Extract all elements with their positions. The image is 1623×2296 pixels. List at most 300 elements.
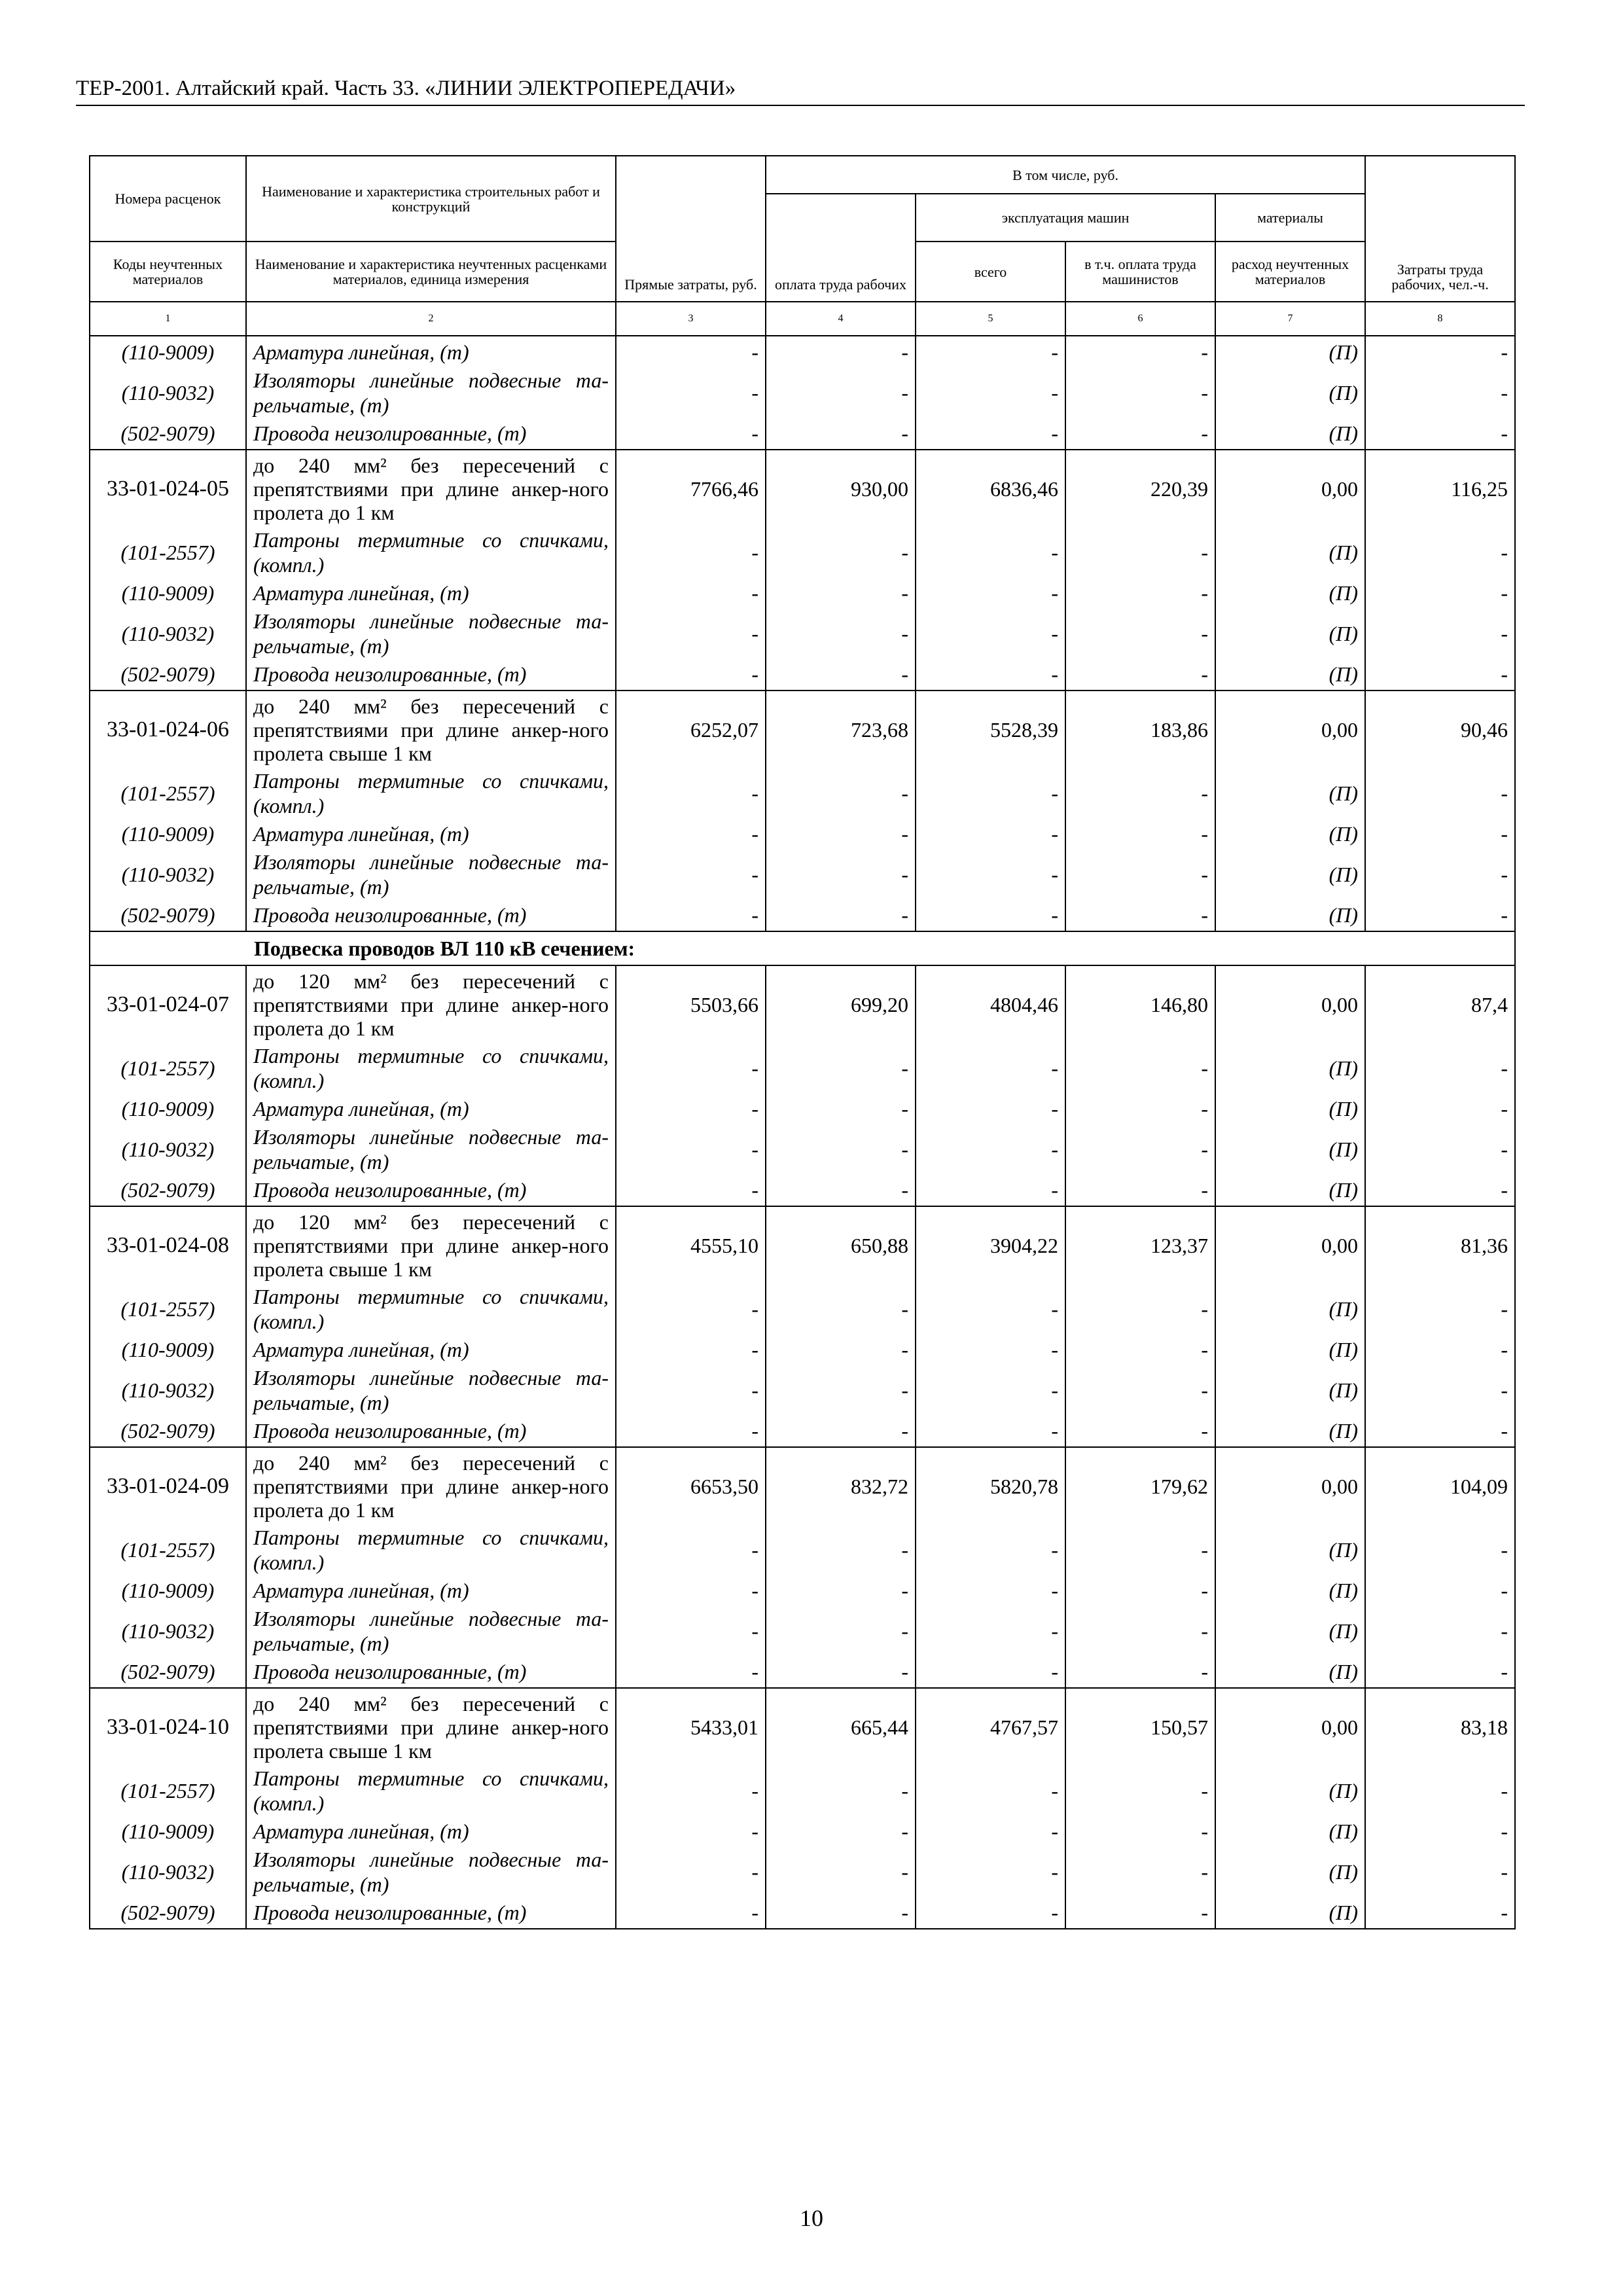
dash-cell: - <box>766 1656 916 1688</box>
rate-code: 33-01-024-06 <box>90 691 246 768</box>
dash-cell: - <box>616 1365 766 1415</box>
materials-cost: 0,00 <box>1215 450 1365 528</box>
unaccounted-mark: (П) <box>1215 1816 1365 1847</box>
materials-cost: 0,00 <box>1215 965 1365 1043</box>
dash-cell: - <box>616 1093 766 1124</box>
resource-row <box>90 418 1515 450</box>
dash-cell: - <box>616 1043 766 1093</box>
resource-name: Арматура линейная, (т) <box>246 1334 616 1365</box>
resource-code: (110-9009) <box>90 1816 246 1847</box>
resource-row <box>90 1365 1515 1415</box>
column-number: 5 <box>916 302 1065 336</box>
dash-cell: - <box>1065 899 1215 931</box>
dash-cell: - <box>616 1415 766 1447</box>
dash-cell: - <box>1065 768 1215 818</box>
dash-cell: - <box>1065 1525 1215 1575</box>
unaccounted-mark: (П) <box>1215 1847 1365 1897</box>
dash-cell: - <box>916 1897 1065 1929</box>
dash-cell: - <box>616 1575 766 1606</box>
direct-costs: 5503,66 <box>616 965 766 1043</box>
dash-cell: - <box>1065 658 1215 691</box>
dash-cell: - <box>916 1766 1065 1816</box>
resource-code: (101-2557) <box>90 1525 246 1575</box>
unaccounted-mark: (П) <box>1215 609 1365 658</box>
table-body <box>90 336 1515 1929</box>
unaccounted-mark: (П) <box>1215 368 1365 418</box>
resource-row <box>90 528 1515 577</box>
dash-cell: - <box>766 1897 916 1929</box>
dash-cell: - <box>1065 1415 1215 1447</box>
dash-cell: - <box>766 1174 916 1206</box>
rate-row <box>90 1447 1515 1525</box>
dash-cell: - <box>916 1334 1065 1365</box>
dash-cell: - <box>616 1847 766 1897</box>
resource-name: Изоляторы линейные подвесные та-рельчатые, (т) <box>246 1606 616 1656</box>
machines-total: 3904,22 <box>916 1206 1065 1284</box>
group-including-header: В том числе, руб. <box>766 156 1365 194</box>
resource-name: Арматура линейная, (т) <box>246 336 616 368</box>
resource-code: (110-9032) <box>90 609 246 658</box>
dash-cell: - <box>1365 1124 1515 1174</box>
resource-row <box>90 850 1515 899</box>
col-machines-total-header: всего <box>916 242 1065 302</box>
resource-name: Изоляторы линейные подвесные та-рельчатые, (т) <box>246 368 616 418</box>
resource-row <box>90 658 1515 691</box>
resource-code: (110-9032) <box>90 368 246 418</box>
resource-row <box>90 368 1515 418</box>
dash-cell: - <box>616 528 766 577</box>
dash-cell: - <box>1365 609 1515 658</box>
dash-cell: - <box>1365 1365 1515 1415</box>
resource-name: Патроны термитные со спичками, (компл.) <box>246 1766 616 1816</box>
resource-name: Провода неизолированные, (т) <box>246 418 616 450</box>
resource-name: Патроны термитные со спичками, (компл.) <box>246 1043 616 1093</box>
dash-cell: - <box>766 1415 916 1447</box>
dash-cell: - <box>1365 577 1515 609</box>
dash-cell: - <box>616 850 766 899</box>
machines-total: 5820,78 <box>916 1447 1065 1525</box>
dash-cell: - <box>766 768 916 818</box>
materials-cost: 0,00 <box>1215 1688 1365 1766</box>
dash-cell: - <box>916 1093 1065 1124</box>
dash-cell: - <box>916 336 1065 368</box>
dash-cell: - <box>616 368 766 418</box>
dash-cell: - <box>766 1284 916 1334</box>
unaccounted-mark: (П) <box>1215 1575 1365 1606</box>
materials-group-header: материалы <box>1215 194 1365 242</box>
resource-row <box>90 1656 1515 1688</box>
labor-pay: 832,72 <box>766 1447 916 1525</box>
running-header <box>76 73 1525 106</box>
dash-cell: - <box>616 1525 766 1575</box>
materials-cost: 0,00 <box>1215 1206 1365 1284</box>
resource-name: Патроны термитные со спичками, (компл.) <box>246 768 616 818</box>
labor-pay: 699,20 <box>766 965 916 1043</box>
resource-code: (101-2557) <box>90 1043 246 1093</box>
dash-cell: - <box>916 1415 1065 1447</box>
dash-cell: - <box>1365 1415 1515 1447</box>
machines-total: 4767,57 <box>916 1688 1065 1766</box>
resource-code: (502-9079) <box>90 1656 246 1688</box>
resource-row <box>90 1525 1515 1575</box>
resource-name: Изоляторы линейные подвесные та-рельчатые, (т) <box>246 1847 616 1897</box>
resource-name: Провода неизолированные, (т) <box>246 1174 616 1206</box>
col-work-name-header: Наименование и характеристика строительных работ и конструкций <box>246 156 616 242</box>
resource-name: Изоляторы линейные подвесные та-рельчатые, (т) <box>246 609 616 658</box>
col-rate-number-header: Номера расценок <box>90 156 246 242</box>
dash-cell: - <box>766 1124 916 1174</box>
resource-code: (110-9032) <box>90 1124 246 1174</box>
resource-code: (110-9032) <box>90 1365 246 1415</box>
rate-row <box>90 1688 1515 1766</box>
resource-name: Изоляторы линейные подвесные та-рельчатые, (т) <box>246 1124 616 1174</box>
labor-pay: 723,68 <box>766 691 916 768</box>
dash-cell: - <box>1065 336 1215 368</box>
dash-cell: - <box>766 336 916 368</box>
dash-cell: - <box>1065 1816 1215 1847</box>
dash-cell: - <box>616 818 766 850</box>
rate-code: 33-01-024-08 <box>90 1206 246 1284</box>
operators-pay: 123,37 <box>1065 1206 1215 1284</box>
resource-name: Провода неизолированные, (т) <box>246 1415 616 1447</box>
resource-code: (110-9032) <box>90 850 246 899</box>
rate-row <box>90 965 1515 1043</box>
dash-cell: - <box>916 768 1065 818</box>
resource-row <box>90 1816 1515 1847</box>
col-labor-pay-header: оплата труда рабочих <box>766 194 916 302</box>
unaccounted-mark: (П) <box>1215 1124 1365 1174</box>
resource-row <box>90 1415 1515 1447</box>
unaccounted-mark: (П) <box>1215 899 1365 931</box>
unaccounted-mark: (П) <box>1215 768 1365 818</box>
col-direct-costs-header: Прямые затраты, руб. <box>616 156 766 302</box>
unaccounted-mark: (П) <box>1215 1606 1365 1656</box>
dash-cell: - <box>1065 818 1215 850</box>
column-number: 6 <box>1065 302 1215 336</box>
unaccounted-mark: (П) <box>1215 818 1365 850</box>
dash-cell: - <box>766 1365 916 1415</box>
header-title: ТЕР-2001. Алтайский край. Часть 33. «ЛИНИИ ЭЛЕКТРОПЕРЕДАЧИ» <box>76 77 736 100</box>
unaccounted-mark: (П) <box>1215 1174 1365 1206</box>
machines-total: 6836,46 <box>916 450 1065 528</box>
dash-cell: - <box>766 1093 916 1124</box>
materials-cost: 0,00 <box>1215 691 1365 768</box>
resource-code: (110-9009) <box>90 818 246 850</box>
operators-pay: 179,62 <box>1065 1447 1215 1525</box>
dash-cell: - <box>1365 1093 1515 1124</box>
dash-cell: - <box>766 850 916 899</box>
dash-cell: - <box>766 609 916 658</box>
operators-pay: 220,39 <box>1065 450 1215 528</box>
labor-hours: 90,46 <box>1365 691 1515 768</box>
direct-costs: 6252,07 <box>616 691 766 768</box>
resource-row <box>90 1124 1515 1174</box>
column-number: 7 <box>1215 302 1365 336</box>
page-number: 10 <box>800 2205 823 2231</box>
dash-cell: - <box>766 1043 916 1093</box>
resource-code: (110-9009) <box>90 1334 246 1365</box>
column-number: 2 <box>246 302 616 336</box>
rate-description: до 240 мм² без пересечений с препятствиями при длине анкер-ного пролета свыше 1 км <box>246 691 616 768</box>
dash-cell: - <box>616 418 766 450</box>
dash-cell: - <box>916 1816 1065 1847</box>
dash-cell: - <box>616 1656 766 1688</box>
labor-hours: 116,25 <box>1365 450 1515 528</box>
rate-code: 33-01-024-10 <box>90 1688 246 1766</box>
dash-cell: - <box>1365 818 1515 850</box>
dash-cell: - <box>1065 528 1215 577</box>
resource-row <box>90 1284 1515 1334</box>
resource-code: (110-9009) <box>90 336 246 368</box>
direct-costs: 7766,46 <box>616 450 766 528</box>
unaccounted-mark: (П) <box>1215 1043 1365 1093</box>
labor-pay: 930,00 <box>766 450 916 528</box>
dash-cell: - <box>916 368 1065 418</box>
resource-row <box>90 609 1515 658</box>
unaccounted-mark: (П) <box>1215 1365 1365 1415</box>
dash-cell: - <box>616 1334 766 1365</box>
dash-cell: - <box>1365 336 1515 368</box>
dash-cell: - <box>916 528 1065 577</box>
operators-pay: 150,57 <box>1065 1688 1215 1766</box>
dash-cell: - <box>1365 1525 1515 1575</box>
resource-code: (502-9079) <box>90 1415 246 1447</box>
dash-cell: - <box>1065 1847 1215 1897</box>
unaccounted-mark: (П) <box>1215 1093 1365 1124</box>
unaccounted-mark: (П) <box>1215 1897 1365 1929</box>
dash-cell: - <box>916 850 1065 899</box>
dash-cell: - <box>1365 1816 1515 1847</box>
col-materials-consumption-header: расход неучтенных материалов <box>1215 242 1365 302</box>
rate-row <box>90 450 1515 528</box>
section-title: Подвеска проводов ВЛ 110 кВ сечением: <box>254 937 635 960</box>
dash-cell: - <box>766 1847 916 1897</box>
dash-cell: - <box>916 1656 1065 1688</box>
resource-code: (502-9079) <box>90 1174 246 1206</box>
column-number: 8 <box>1365 302 1515 336</box>
resource-row <box>90 1334 1515 1365</box>
labor-hours: 83,18 <box>1365 1688 1515 1766</box>
resource-code: (110-9009) <box>90 1093 246 1124</box>
column-number: 1 <box>90 302 246 336</box>
resource-code: (110-9009) <box>90 577 246 609</box>
column-numbers-row <box>90 302 1515 336</box>
dash-cell: - <box>766 658 916 691</box>
dash-cell: - <box>616 768 766 818</box>
dash-cell: - <box>1365 1334 1515 1365</box>
dash-cell: - <box>616 336 766 368</box>
machines-total: 4804,46 <box>916 965 1065 1043</box>
machines-group-header: эксплуатация машин <box>916 194 1215 242</box>
dash-cell: - <box>1065 1174 1215 1206</box>
labor-pay: 665,44 <box>766 1688 916 1766</box>
unaccounted-mark: (П) <box>1215 418 1365 450</box>
resource-name: Арматура линейная, (т) <box>246 1093 616 1124</box>
resource-name: Арматура линейная, (т) <box>246 1816 616 1847</box>
dash-cell: - <box>1065 1656 1215 1688</box>
unaccounted-mark: (П) <box>1215 1656 1365 1688</box>
materials-cost: 0,00 <box>1215 1447 1365 1525</box>
resource-code: (110-9009) <box>90 1575 246 1606</box>
dash-cell: - <box>1365 768 1515 818</box>
dash-cell: - <box>1065 1766 1215 1816</box>
dash-cell: - <box>616 609 766 658</box>
rate-description: до 240 мм² без пересечений с препятствиями при длине анкер-ного пролета до 1 км <box>246 450 616 528</box>
dash-cell: - <box>766 528 916 577</box>
unaccounted-mark: (П) <box>1215 850 1365 899</box>
resource-name: Арматура линейная, (т) <box>246 818 616 850</box>
dash-cell: - <box>1065 1365 1215 1415</box>
labor-pay: 650,88 <box>766 1206 916 1284</box>
dash-cell: - <box>1365 1043 1515 1093</box>
dash-cell: - <box>1065 1093 1215 1124</box>
dash-cell: - <box>1065 1043 1215 1093</box>
dash-cell: - <box>1365 850 1515 899</box>
rate-description: до 240 мм² без пересечений с препятствиями при длине анкер-ного пролета до 1 км <box>246 1447 616 1525</box>
dash-cell: - <box>766 1575 916 1606</box>
dash-cell: - <box>1365 528 1515 577</box>
resource-name: Арматура линейная, (т) <box>246 577 616 609</box>
dash-cell: - <box>616 1816 766 1847</box>
resource-code: (502-9079) <box>90 658 246 691</box>
resource-code: (502-9079) <box>90 418 246 450</box>
resource-row <box>90 577 1515 609</box>
unaccounted-mark: (П) <box>1215 1766 1365 1816</box>
dash-cell: - <box>616 1606 766 1656</box>
unaccounted-mark: (П) <box>1215 528 1365 577</box>
resource-row <box>90 899 1515 931</box>
resource-code: (110-9032) <box>90 1606 246 1656</box>
dash-cell: - <box>1065 1124 1215 1174</box>
resource-code: (101-2557) <box>90 528 246 577</box>
resource-row <box>90 1606 1515 1656</box>
rate-description: до 120 мм² без пересечений с препятствиями при длине анкер-ного пролета свыше 1 км <box>246 1206 616 1284</box>
direct-costs: 5433,01 <box>616 1688 766 1766</box>
rate-row <box>90 1206 1515 1284</box>
dash-cell: - <box>1065 418 1215 450</box>
resource-code: (101-2557) <box>90 768 246 818</box>
rate-row <box>90 691 1515 768</box>
table-header <box>90 156 1515 336</box>
dash-cell: - <box>1365 1847 1515 1897</box>
resource-name: Провода неизолированные, (т) <box>246 1897 616 1929</box>
labor-hours: 104,09 <box>1365 1447 1515 1525</box>
resource-row <box>90 336 1515 368</box>
unaccounted-mark: (П) <box>1215 1525 1365 1575</box>
dash-cell: - <box>1365 1656 1515 1688</box>
resource-code: (502-9079) <box>90 1897 246 1929</box>
dash-cell: - <box>766 1766 916 1816</box>
unaccounted-mark: (П) <box>1215 1284 1365 1334</box>
dash-cell: - <box>616 1766 766 1816</box>
dash-cell: - <box>916 577 1065 609</box>
dash-cell: - <box>766 899 916 931</box>
section-heading-cell <box>90 931 1515 965</box>
resource-row <box>90 1847 1515 1897</box>
dash-cell: - <box>1365 1897 1515 1929</box>
dash-cell: - <box>916 1525 1065 1575</box>
resource-row <box>90 768 1515 818</box>
column-number: 3 <box>616 302 766 336</box>
resource-name: Изоляторы линейные подвесные та-рельчатые, (т) <box>246 850 616 899</box>
dash-cell: - <box>1065 1575 1215 1606</box>
dash-cell: - <box>1365 1606 1515 1656</box>
resource-name: Патроны термитные со спичками, (компл.) <box>246 1525 616 1575</box>
section-heading-row <box>90 931 1515 965</box>
dash-cell: - <box>916 1174 1065 1206</box>
resource-row <box>90 818 1515 850</box>
dash-cell: - <box>766 1525 916 1575</box>
dash-cell: - <box>916 658 1065 691</box>
dash-cell: - <box>616 1284 766 1334</box>
dash-cell: - <box>1365 368 1515 418</box>
dash-cell: - <box>766 1606 916 1656</box>
direct-costs: 6653,50 <box>616 1447 766 1525</box>
resource-name: Изоляторы линейные подвесные та-рельчатые, (т) <box>246 1365 616 1415</box>
dash-cell: - <box>1065 1334 1215 1365</box>
resource-code: (110-9032) <box>90 1847 246 1897</box>
dash-cell: - <box>916 418 1065 450</box>
dash-cell: - <box>766 368 916 418</box>
dash-cell: - <box>1365 418 1515 450</box>
dash-cell: - <box>1365 1575 1515 1606</box>
dash-cell: - <box>766 418 916 450</box>
unaccounted-mark: (П) <box>1215 1415 1365 1447</box>
dash-cell: - <box>1365 658 1515 691</box>
operators-pay: 183,86 <box>1065 691 1215 768</box>
labor-hours: 87,4 <box>1365 965 1515 1043</box>
resource-name: Провода неизолированные, (т) <box>246 1656 616 1688</box>
dash-cell: - <box>1065 850 1215 899</box>
dash-cell: - <box>1065 1897 1215 1929</box>
resource-row <box>90 1766 1515 1816</box>
column-number: 4 <box>766 302 916 336</box>
resource-row <box>90 1174 1515 1206</box>
unaccounted-mark: (П) <box>1215 658 1365 691</box>
dash-cell: - <box>916 899 1065 931</box>
dash-cell: - <box>766 1816 916 1847</box>
dash-cell: - <box>916 1575 1065 1606</box>
dash-cell: - <box>916 818 1065 850</box>
dash-cell: - <box>916 1124 1065 1174</box>
dash-cell: - <box>916 1043 1065 1093</box>
dash-cell: - <box>616 1897 766 1929</box>
rate-code: 33-01-024-07 <box>90 965 246 1043</box>
dash-cell: - <box>916 1365 1065 1415</box>
resource-code: (502-9079) <box>90 899 246 931</box>
unaccounted-mark: (П) <box>1215 577 1365 609</box>
rates-table <box>89 155 1516 1929</box>
resource-name: Патроны термитные со спичками, (компл.) <box>246 1284 616 1334</box>
resource-name: Арматура линейная, (т) <box>246 1575 616 1606</box>
col-labor-hours-header: Затраты труда рабочих, чел.-ч. <box>1365 156 1515 302</box>
dash-cell: - <box>1365 899 1515 931</box>
resource-name: Провода неизолированные, (т) <box>246 899 616 931</box>
dash-cell: - <box>616 899 766 931</box>
dash-cell: - <box>616 577 766 609</box>
rate-code: 33-01-024-05 <box>90 450 246 528</box>
dash-cell: - <box>616 1174 766 1206</box>
dash-cell: - <box>766 577 916 609</box>
col-operators-pay-header: в т.ч. оплата труда машинистов <box>1065 242 1215 302</box>
dash-cell: - <box>1065 609 1215 658</box>
direct-costs: 4555,10 <box>616 1206 766 1284</box>
dash-cell: - <box>766 818 916 850</box>
dash-cell: - <box>616 658 766 691</box>
dash-cell: - <box>1065 577 1215 609</box>
dash-cell: - <box>1065 1606 1215 1656</box>
col-material-names-header: Наименование и характеристика неучтенных расценками материалов, единица измерения <box>246 242 616 302</box>
